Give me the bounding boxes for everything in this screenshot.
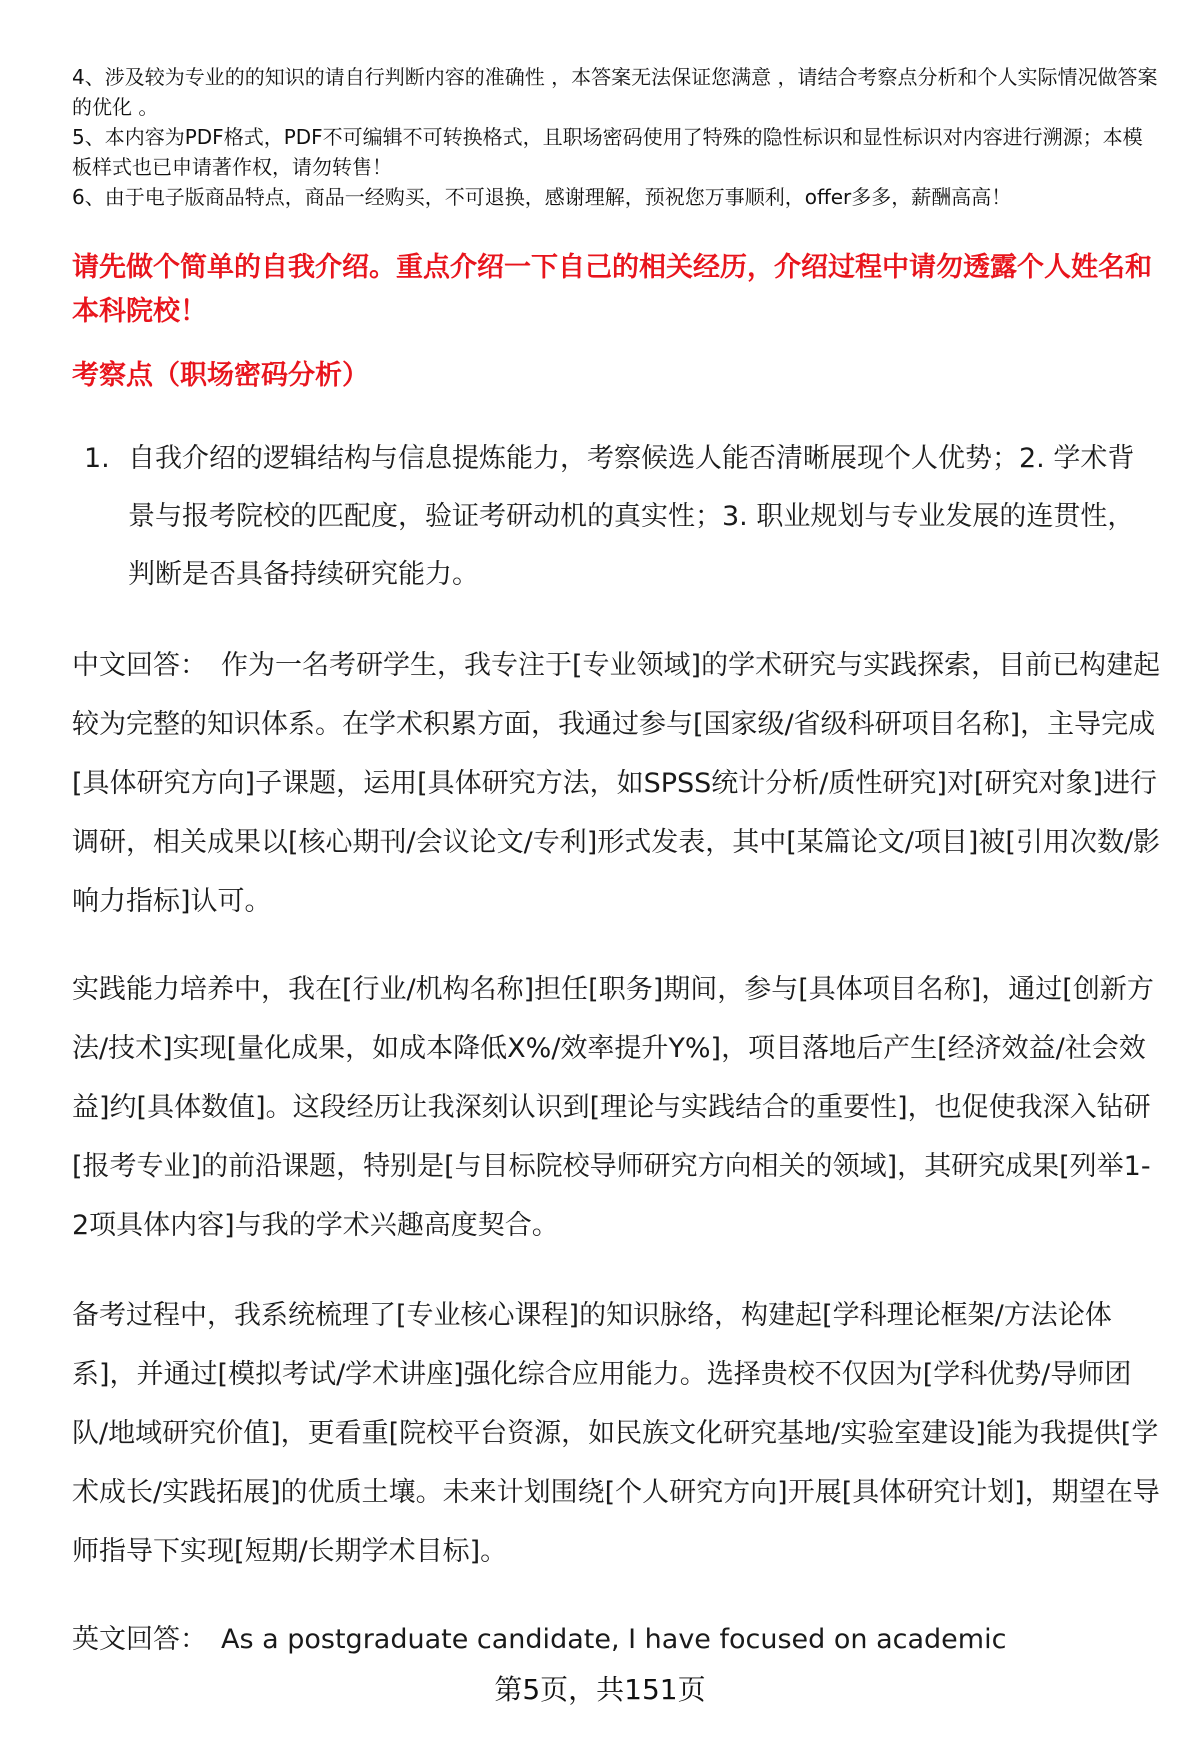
assessment-points	[84, 430, 1144, 604]
answer-cn-label: 中文回答：	[72, 650, 207, 681]
answer-cn-paragraph-2: 实践能力培养中，我在[行业/机构名称]担任[职务]期间，参与[具体项目名称]，通过[创新方法/技术]实现[量化成果，如成本降低X%/效率提升Y%]，项目落地后产生[经济效益/社会效益]约[具体数值]。这段经历让我深刻认识到[理论与实践结合的重要性]，也促使我深入钻研[报考专业]的前沿课题，特别是[与目标院校导师研究方向相关的领域]，其研究成果[列举1-2项具体内容]与我的学术兴趣高度契合。	[72, 974, 1154, 1241]
answer-en-paragraph	[72, 1610, 1162, 1669]
notice-list	[72, 62, 1162, 212]
list-item-text: 自我介绍的逻辑结构与信息提炼能力，考察候选人能否清晰展现个人优势；2. 学术背景与报考院校的匹配度，验证考研动机的真实性；3. 职业规划与专业发展的连贯性，判断是否具备持续研究能力。	[128, 443, 1135, 590]
section-title: 考察点（职场密码分析）	[72, 360, 369, 391]
notice-item: 6、由于电子版商品特点，商品一经购买，不可退换，感谢理解，预祝您万事顺利，offer多多，薪酬高高！	[72, 185, 1012, 209]
answer-cn-paragraph-1	[72, 636, 1162, 931]
answer-en-label: 英文回答：	[72, 1624, 207, 1655]
notice-item: 4、涉及较为专业的的知识的请自行判断内容的准确性 ，本答案无法保证您满意 ，请结合考察点分析和个人实际情况做答案的优化 。	[72, 65, 1158, 119]
notice-item: 5、本内容为PDF格式，PDF不可编辑不可转换格式，且职场密码使用了特殊的隐性标识和显性标识对内容进行溯源；本模板样式也已申请著作权，请勿转售！	[72, 125, 1143, 179]
question-heading: 请先做个简单的自我介绍。重点介绍一下自己的相关经历，介绍过程中请勿透露个人姓名和本科院校！	[72, 252, 1152, 327]
page-number: 第5页，共151页	[494, 1673, 706, 1706]
answer-cn-text: 作为一名考研学生，我专注于[专业领域]的学术研究与实践探索，目前已构建起较为完整的知识体系。在学术积累方面，我通过参与[国家级/省级科研项目名称]，主导完成[具体研究方向]子课题，运用[具体研究方法，如SPSS统计分析/质性研究]对[研究对象]进行调研，相关成果以[核心期刊/会议论文/专利]形式发表，其中[某篇论文/项目]被[引用次数/影响力指标]认可。	[72, 650, 1161, 917]
list-number: 1.	[84, 443, 110, 474]
answer-cn-paragraph-3: 备考过程中，我系统梳理了[专业核心课程]的知识脉络，构建起[学科理论框架/方法论体系]，并通过[模拟考试/学术讲座]强化综合应用能力。选择贵校不仅因为[学科优势/导师团队/地域研究价值]，更看重[院校平台资源，如民族文化研究基地/实验室建设]能为我提供[学术成长/实践拓展]的优质土壤。未来计划围绕[个人研究方向]开展[具体研究计划]，期望在导师指导下实现[短期/长期学术目标]。	[72, 1300, 1160, 1567]
answer-en-text: As a postgraduate candidate, I have focused on academic	[221, 1624, 1007, 1655]
